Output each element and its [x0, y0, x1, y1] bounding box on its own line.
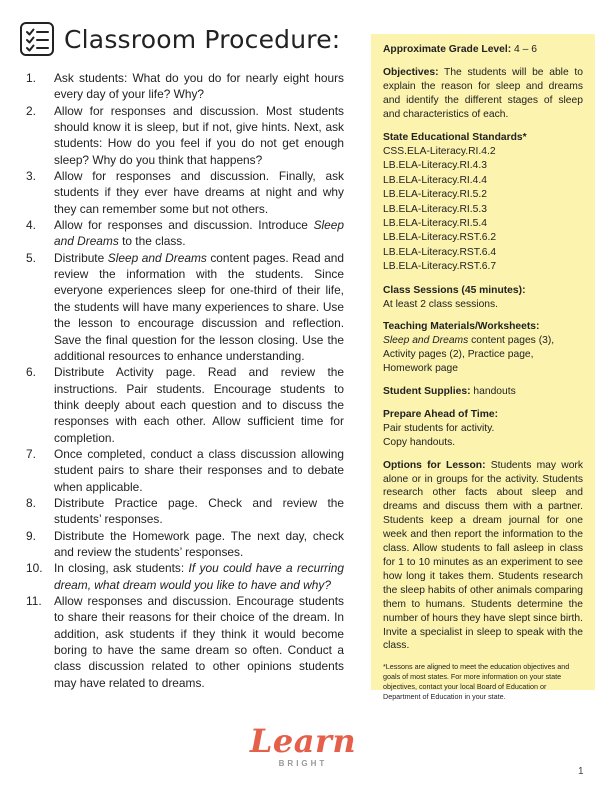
teaching-materials	[383, 320, 583, 376]
procedure-step	[26, 495, 344, 528]
prepare-line: Pair students for activity.	[383, 422, 495, 434]
sessions-label: Class Sessions (45 minutes):	[383, 284, 526, 296]
lesson-options	[383, 459, 583, 654]
step-number: 10.	[26, 561, 43, 576]
objectives	[383, 66, 583, 122]
supplies-value: handouts	[470, 386, 516, 398]
standard-item: CSS.ELA-Literacy.RI.4.2	[383, 145, 496, 157]
procedure-step	[26, 528, 344, 561]
standard-item: LB.ELA-Literacy.RI.5.3	[383, 203, 487, 215]
step-text: Allow for responses and discussion. Finally, ask students if they ever have dreams at night and why they can remember some but not others.	[54, 169, 344, 216]
step-number: 7.	[26, 446, 36, 461]
step-text: Distribute Activity page. Read and review the instructions. Pair students. Encourage students to think deeply about each question and to discuss the responses with each other. Allow sufficient time for completion.	[54, 365, 344, 445]
student-supplies	[383, 385, 583, 399]
prepare-ahead	[383, 408, 583, 450]
prepare-label: Prepare Ahead of Time:	[383, 408, 499, 420]
checklist-icon	[20, 22, 54, 56]
step-number: 5.	[26, 250, 36, 265]
options-text: Students may work alone or in groups for the activity. Students research other facts about sleep and dreams and discuss them with a partner. Students keep a dream journal for one week and then report the information to the class. Allow students to fall asleep in class for 1 to 10 minutes as an experiment to see how long it takes them. Students research the sleep habits of other animals comparing them to humans. Students determine the number of hours they have slept since birth. Invite a specialist in sleep to speak with the class.	[383, 459, 584, 652]
procedure-list	[26, 70, 344, 691]
step-text: Distribute Practice page. Check and review the students’ responses.	[54, 495, 344, 527]
step-text-italic: Sleep and Dreams	[107, 250, 207, 265]
procedure-step	[26, 560, 344, 593]
procedure-step	[26, 250, 344, 364]
procedure-step	[26, 446, 344, 495]
options-label: Options for Lesson:	[383, 459, 486, 471]
learn-bright-logo	[248, 724, 358, 768]
page-number: 1	[578, 766, 584, 777]
step-text-italic: If you could have a recurring dream, what dream would you like to have and why?	[54, 561, 344, 592]
procedure-step	[26, 364, 344, 446]
standard-item: LB.ELA-Literacy.RI.5.4	[383, 217, 487, 229]
grade-level-value: 4 – 6	[511, 44, 537, 55]
procedure-step	[26, 70, 344, 103]
supplies-label: Student Supplies:	[383, 386, 471, 398]
step-number: 11.	[26, 594, 42, 608]
standard-item: LB.ELA-Literacy.RI.4.3	[383, 160, 487, 172]
page-title: Classroom Procedure:	[64, 24, 341, 54]
materials-title: Sleep and Dreams	[383, 335, 469, 347]
procedure-step	[26, 168, 344, 217]
step-number: 9.	[26, 528, 36, 543]
class-sessions	[383, 284, 583, 312]
logo-subtext: BRIGHT	[278, 759, 328, 768]
standards-list	[383, 145, 583, 275]
standard-item: LB.ELA-Literacy.RST.6.2	[383, 232, 497, 244]
standard-item: LB.ELA-Literacy.RST.6.7	[383, 261, 497, 273]
step-text: Distribute	[54, 250, 108, 265]
step-number: 1.	[26, 71, 36, 85]
step-text: content pages. Read and review the information with the students. Since everyone experiences sleep for one-third of their life, the students will have many experiences to share. Use the lesson to encourage discussion and reflection. Save the final question for the lesson closing. Use the additional resources to enhance understanding.	[54, 250, 345, 363]
step-text: Allow for responses and discussion. Introduce	[54, 218, 314, 233]
standards-label: State Educational Standards*	[383, 131, 527, 143]
step-text: Allow for responses and discussion. Most students should know it is sleep, but if not, give hints. Next, ask students: How do you feel if you do not get enough sleep? Why do you think that happens?	[54, 103, 344, 167]
procedure-step	[26, 593, 344, 691]
grade-level	[383, 43, 583, 57]
standard-item: LB.ELA-Literacy.RST.6.4	[383, 246, 497, 258]
step-text: Allow responses and discussion. Encourage students to share their reasons for their choice of the dream. In addition, ask students if they think it would become boring to have the same dream so often. Conduct a class discussion related to other opinions students may have related to dreams.	[54, 594, 344, 690]
standards-footnote: *Lessons are aligned to meet the education objectives and goals of most states. For more information on your state objectives, contact your local Board of Education or Department of Education in your state.	[383, 662, 570, 702]
step-number: 3.	[26, 169, 36, 184]
lesson-info-sidebar	[371, 34, 595, 702]
step-number: 4.	[26, 218, 36, 233]
standard-item: LB.ELA-Literacy.RI.4.4	[383, 174, 487, 186]
step-number: 2.	[26, 103, 36, 118]
objectives-label: Objectives:	[383, 66, 439, 78]
step-text: Distribute the Homework page. The next day, check and review the students’ responses.	[54, 528, 344, 559]
step-text: Ask students: What do you do for nearly eight hours every day of your life? Why?	[54, 71, 344, 102]
logo-wordmark: Learn	[249, 722, 357, 760]
procedure-step	[26, 217, 344, 250]
step-number: 6.	[26, 365, 36, 380]
standard-item: LB.ELA-Literacy.RI.5.2	[383, 189, 487, 201]
step-text: Once completed, conduct a class discussion allowing student pairs to share their responses and to debate when applicable.	[54, 446, 344, 494]
step-text-italic: Sleep and Dreams	[54, 218, 344, 249]
sessions-value: At least 2 class sessions.	[383, 298, 499, 310]
prepare-line: Copy handouts.	[383, 436, 456, 448]
step-text: In closing, ask students:	[54, 561, 189, 576]
step-number: 8.	[26, 495, 36, 510]
standards-section	[383, 131, 583, 275]
materials-value: content pages (3), Activity pages (2), Practice page, Homework page	[383, 335, 555, 375]
step-text: to the class.	[118, 234, 186, 249]
procedure-step	[26, 103, 344, 168]
grade-level-label: Approximate Grade Level:	[383, 44, 512, 55]
materials-label: Teaching Materials/Worksheets:	[383, 321, 540, 333]
page-header	[20, 22, 340, 56]
objectives-text: The students will be able to explain the reason for sleep and dreams and identify the different stages of sleep and characteristics of each.	[383, 66, 583, 120]
